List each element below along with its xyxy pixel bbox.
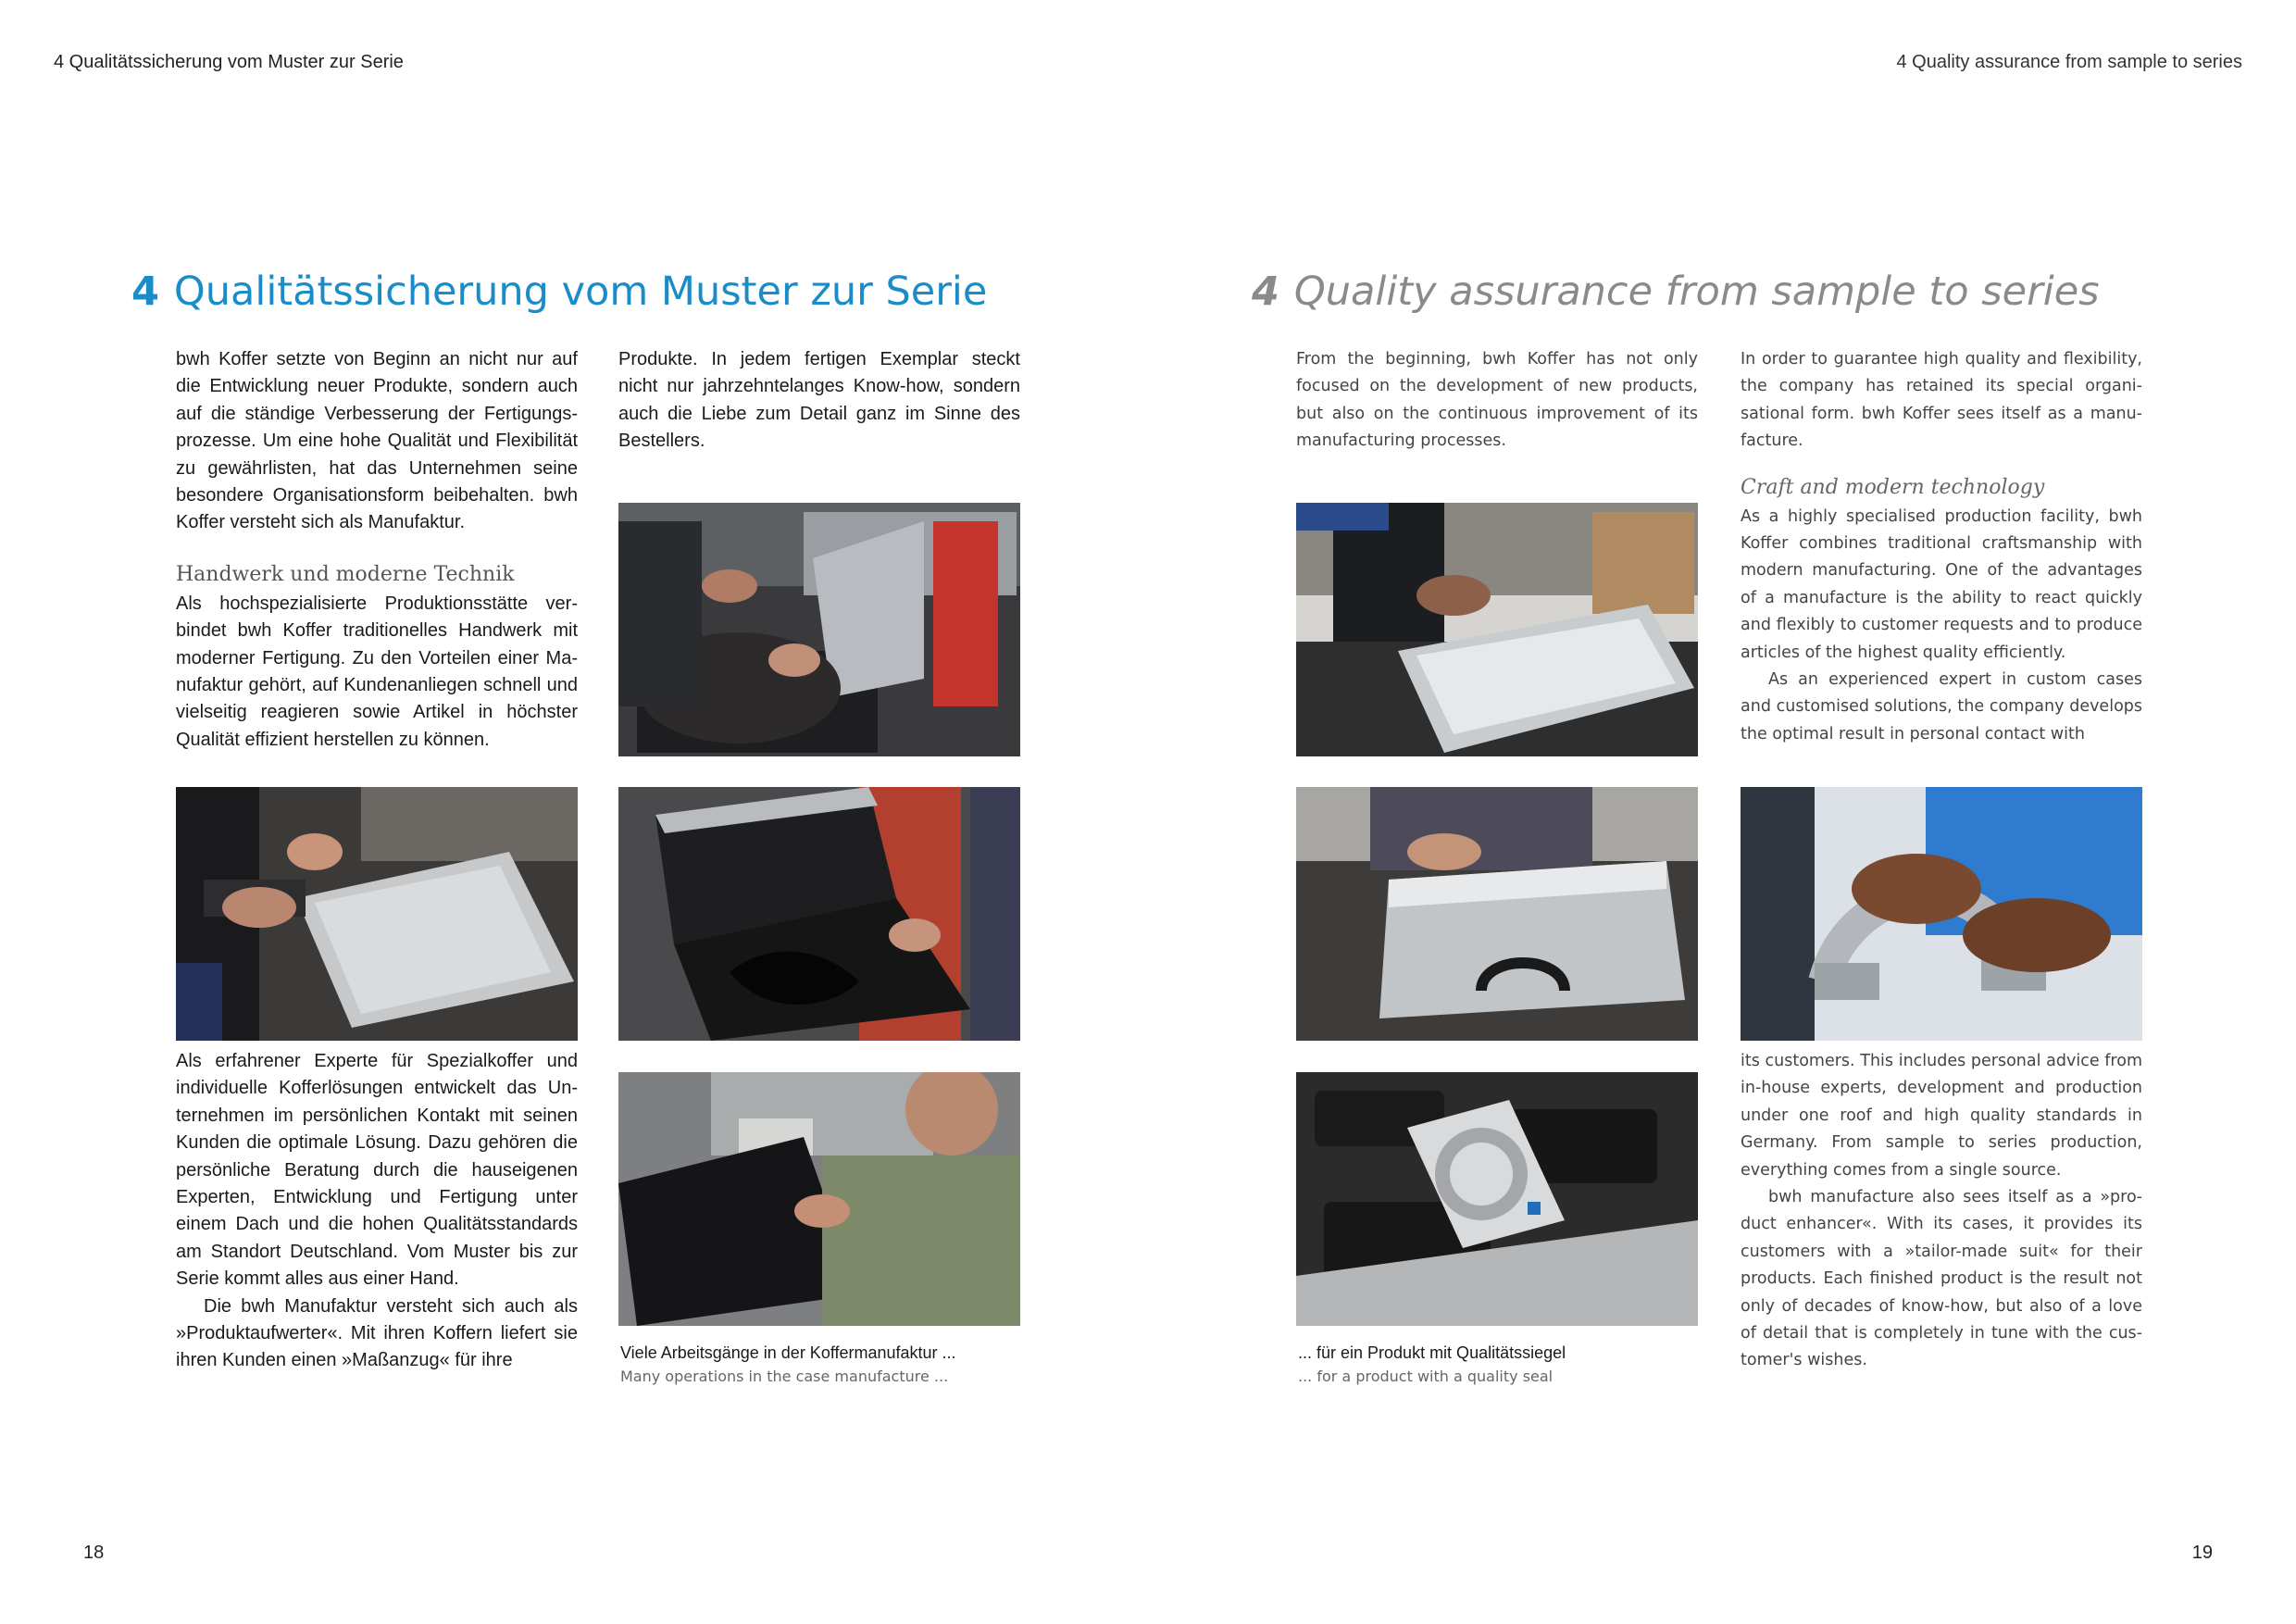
photo-worker-black-case xyxy=(618,1072,1020,1326)
running-head-right: 4 Quality assurance from sample to series xyxy=(1896,52,2242,72)
photo-foam-insert-case xyxy=(618,787,1020,1041)
caption-right-de-text: ... für ein Produkt mit Qualitätssiegel xyxy=(1298,1343,1566,1362)
photo-frame-assembly xyxy=(1296,503,1698,756)
photo-silver-case-handle xyxy=(1296,787,1698,1041)
de-subhead: Handwerk und moderne Technik xyxy=(176,562,515,586)
en-paragraph-form: In order to guarantee high quality and flexibility, the company has retained its special organisational form. bwh Koffer sees itself as a manufacture. xyxy=(1741,350,2142,451)
caption-right-en-text: ... for a product with a quality seal xyxy=(1298,1368,1554,1385)
chapter-title-text-en: Quality assurance from sample to series xyxy=(1293,269,2100,315)
running-head-left: 4 Qualitätssicherung vom Muster zur Serie xyxy=(54,52,404,72)
en-column-2-top xyxy=(1741,346,2142,748)
page-number-left: 18 xyxy=(83,1543,105,1563)
caption-left-de-text: Viele Arbeitsgänge in der Koffermanufaktur ... xyxy=(620,1343,956,1362)
chapter-number-de: 4 xyxy=(131,269,159,315)
en-column-1-top xyxy=(1296,346,1698,456)
en-subhead: Craft and modern technology xyxy=(1741,475,2045,499)
caption-left-en-text: Many operations in the case manufacture ... xyxy=(620,1368,949,1385)
de-column-2-top xyxy=(618,346,1020,456)
de-column-1-top xyxy=(176,346,578,754)
photo-worker-open-case xyxy=(618,503,1020,756)
de-paragraph-expert: Als erfahrener Experte für Spezialkoffer und individuelle Kofferlösungen entwickelt das Unternehmen im persönlichen Kontakt mit seinen Kunden die optimale Lösung. Dazu gehören die persönliche Beratung durch die hauseigenen Experten, Entwicklung und Fertigung unter einem Dach und die hohen Qualitätsstandards am Standort Deutschland. Vom Muster bis zur Serie kommt alles aus einer Hand. xyxy=(176,1051,578,1290)
chapter-title-text-de: Qualitätssicherung vom Muster zur Serie xyxy=(173,269,988,315)
en-paragraph-craft: As a highly specialised production facility, bwh Koffer combines traditional craftsmanship with modern manufacturing. One of the advantages of a manufacture is the ability to react quickly and flexibly to customer requests and to produce articles of the highest quality efficiently. xyxy=(1741,506,2142,662)
photo-drilling-aluminium-tray xyxy=(176,787,578,1041)
chapter-title-en xyxy=(1252,269,2100,315)
en-column-2-bottom xyxy=(1741,1048,2142,1375)
en-paragraph-enhancer: bwh manufacture also sees itself as a »product enhancer«. With its cases, it provides its customers with a »tailor-made suit« for their products. Each finished product is the result not only of decades of know-how, but also of a love of detail that is completely in tune with the customer's wishes. xyxy=(1741,1188,2142,1370)
de-paragraph-craft: Als hochspezialisierte Produktionsstätte verbindet bwh Koffer traditionelles Handwerk mit moderner Fertigung. Zu den Vorteilen einer Manufaktur gehört, auf Kundenanliegen schnell und vielseitig reagieren sowie Artikel in höchster Qualität effizient herstellen zu können. xyxy=(176,593,578,750)
photo-handle-fitting xyxy=(1741,787,2142,1041)
en-paragraph-intro: From the beginning, bwh Koffer has not only focused on the development of new products, but also on the continuous improvement of its manufacturing processes. xyxy=(1296,350,1698,451)
caption-de-left xyxy=(620,1341,956,1389)
page-number-right: 19 xyxy=(2191,1543,2213,1563)
photo-quality-seal-card xyxy=(1296,1072,1698,1326)
de-paragraph-enhancer: Die bwh Manufaktur versteht sich auch als »Produktaufwerter«. Mit ihren Koffern liefert sie ihren Kunden einen »Maßanzug« für ihre xyxy=(176,1295,578,1371)
caption-en-right xyxy=(1298,1341,1566,1389)
de-paragraph-intro: bwh Koffer setzte von Beginn an nicht nur auf die Entwicklung neuer Produkte, sondern auch auf die ständige Verbesserung der Fertigungsprozesse. Um eine hohe Qualität und Flexibilität zu gewährlisten, hat das Unternehmen seine besondere Organisationsform beibehalten. bwh Koffer versteht sich als Manufaktur. xyxy=(176,349,578,533)
chapter-number-en: 4 xyxy=(1252,269,1279,315)
de-paragraph-continued: Produkte. In jedem fertigen Exemplar steckt nicht nur jahrzehntelanges Know-how, sondern auch die Liebe zum Detail ganz im Sinne des Bestellers. xyxy=(618,349,1020,452)
chapter-title-de xyxy=(131,269,987,315)
en-paragraph-customers: its customers. This includes personal advice from in-house experts, development and production under one roof and high quality standards in Germany. From sample to series production, everything comes from a single source. xyxy=(1741,1052,2142,1180)
de-column-1-bottom xyxy=(176,1048,578,1375)
en-paragraph-expert: As an experienced expert in custom cases and customised solutions, the company develops the optimal result in personal contact with xyxy=(1741,670,2142,743)
